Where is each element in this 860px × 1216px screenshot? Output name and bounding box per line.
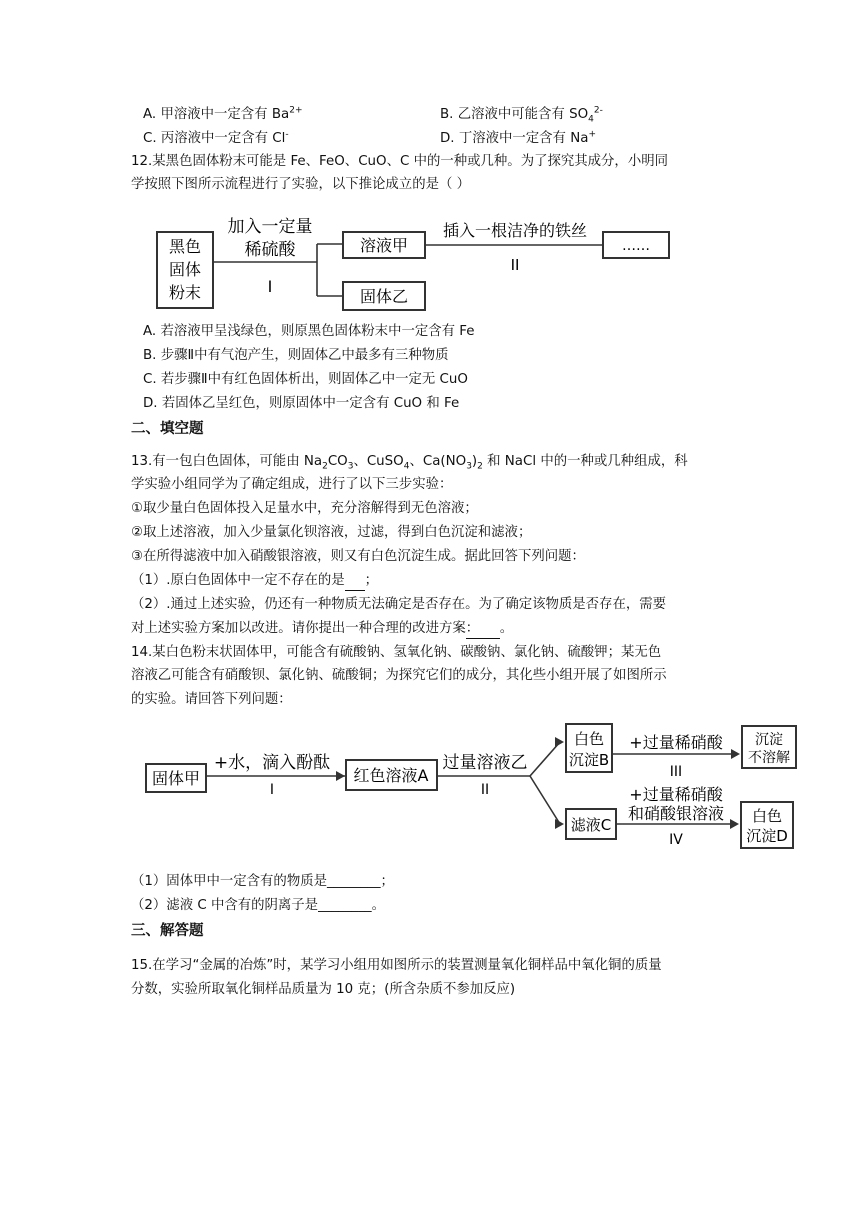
svg-text:沉淀B: 沉淀B (568, 751, 610, 769)
step1-label-line1: 加入一定量 (227, 217, 313, 237)
q13-step2: ②取上述溶液，加入少量氯化钡溶液，过滤，得到白色沉淀和滤液； (131, 525, 532, 540)
q11-option-a: A. 甲溶液中一定含有 $Ba^{2+}$ (143, 105, 303, 122)
q14-question2: （2）滤液 C 中含有的阴离子是________。 (131, 898, 386, 913)
svg-text:沉淀: 沉淀 (755, 732, 783, 748)
box-black-powder-line2: 固体 (168, 260, 202, 279)
step4-roman: IV (669, 832, 683, 848)
q13-stem-line1: 13.有一包白色固体，可能由 $Na_2CO_3$、CuSO$_4$、$Ca(NO_3)_2$ 和 NaCl 中的一种或几种组成，科 (131, 454, 688, 472)
svg-text:白色: 白色 (573, 730, 605, 748)
q15-stem-line1: 15.在学习“金属的冶炼”时，某学习小组用如图所示的装置测量氧化铜样品中氧化铜的质量 (131, 958, 662, 973)
svg-text:不溶解: 不溶解 (748, 750, 790, 766)
answer-blank[interactable]: ： (466, 620, 500, 639)
section-heading-fill-in: 二、填空题 (131, 421, 204, 437)
q13-question2-line2: 对上述实验方案加以改进。请你提出一种合理的改进方案： 。 (131, 620, 513, 639)
step2-label: 过量溶液乙 (442, 753, 528, 773)
step3-label: +过量稀硝酸 (629, 733, 723, 752)
step1-label-line2: 稀硫酸 (244, 240, 296, 260)
q14-stem-line1: 14.某白色粉末状固体甲，可能含有硫酸钠、氢氧化钠、碳酸钠、氯化钠、硫酸钾；某无色 (131, 645, 662, 660)
svg-text:固体甲: 固体甲 (151, 769, 201, 788)
q13-step1: ①取少量白色固体投入足量水中，充分溶解得到无色溶液； (131, 501, 478, 516)
svg-text:白色: 白色 (751, 807, 783, 825)
q11-option-d: D. 丁溶液中一定含有 Na+ (440, 129, 596, 146)
step2-roman: II (510, 256, 520, 274)
q13-step3: ③在所得滤液中加入硝酸银溶液，则又有白色沉淀生成。据此回答下列问题： (131, 549, 585, 564)
svg-text:固体乙: 固体乙 (359, 287, 409, 306)
q11-option-c: C. 丙溶液中一定含有 Cl- (143, 129, 289, 146)
box-black-powder-line3: 粉末 (168, 283, 202, 302)
svg-text:滤液C: 滤液C (570, 816, 612, 834)
q13-question2-line1: （2）.通过上述实验，仍还有一种物质无法确定是否存在。为了确定该物质是否存在，需要 (131, 597, 667, 612)
svg-text:红色溶液A: 红色溶液A (353, 766, 429, 785)
step2-roman: II (480, 782, 490, 798)
q14-stem-line3: 的实验。请回答下列问题： (131, 692, 292, 707)
q12-flow-diagram (155, 212, 675, 312)
step3-roman: III (669, 764, 683, 780)
step1-label: +水，滴入酚酞 (213, 753, 331, 773)
q11-option-b: B. 乙溶液中可能含有 $SO_4^{2-}$ (440, 105, 603, 125)
q13-question1: （1）.原白色固体中一定不存在的是 ； (131, 572, 378, 591)
section-heading-answer: 三、解答题 (131, 923, 204, 939)
step1-roman: I (267, 277, 273, 296)
step4-label-line1: +过量稀硝酸 (629, 785, 723, 804)
q12-option-c: C. 若步骤Ⅱ中有红色固体析出，则固体乙中一定无 CuO (143, 372, 468, 387)
answer-blank[interactable] (345, 572, 365, 591)
q12-option-d: D. 若固体乙呈红色，则原固体中一定含有 CuO 和 Fe (143, 396, 460, 411)
svg-text:……: …… (622, 238, 650, 254)
q14-flow-diagram (140, 720, 810, 862)
step1-roman: I (269, 782, 275, 798)
q13-stem-line2: 学实验小组同学为了确定组成，进行了以下三步实验： (131, 477, 453, 492)
step2-label: 插入一根洁净的铁丝 (442, 221, 588, 240)
q12-option-b: B. 步骤Ⅱ中有气泡产生，则固体乙中最多有三种物质 (143, 348, 449, 363)
q12-option-a: A. 若溶液甲呈浅绿色，则原黑色固体粉末中一定含有 Fe (143, 324, 475, 339)
q15-stem-line2: 分数，实验所取氧化铜样品质量为 10 克；(所含杂质不参加反应) (131, 982, 516, 997)
q12-stem-line2: 学按照下图所示流程进行了实验，以下推论成立的是（ ） (131, 177, 471, 192)
svg-text:沉淀D: 沉淀D (746, 827, 788, 845)
q12-stem-line1: 12.某黑色固体粉末可能是 Fe、FeO、CuO、C 中的一种或几种。为了探究其成分，小明同 (131, 154, 668, 169)
step4-label-line2: 和硝酸银溶液 (627, 804, 725, 823)
q14-stem-line2: 溶液乙可能含有硝酸钡、氯化钠、硫酸铜；为探究它们的成分，其化些小组开展了如图所示 (131, 668, 667, 683)
box-black-powder-line1: 黑色 (168, 237, 202, 256)
svg-text:溶液甲: 溶液甲 (359, 236, 409, 255)
q14-question1: （1）固体甲中一定含有的物质是________； (131, 874, 394, 889)
